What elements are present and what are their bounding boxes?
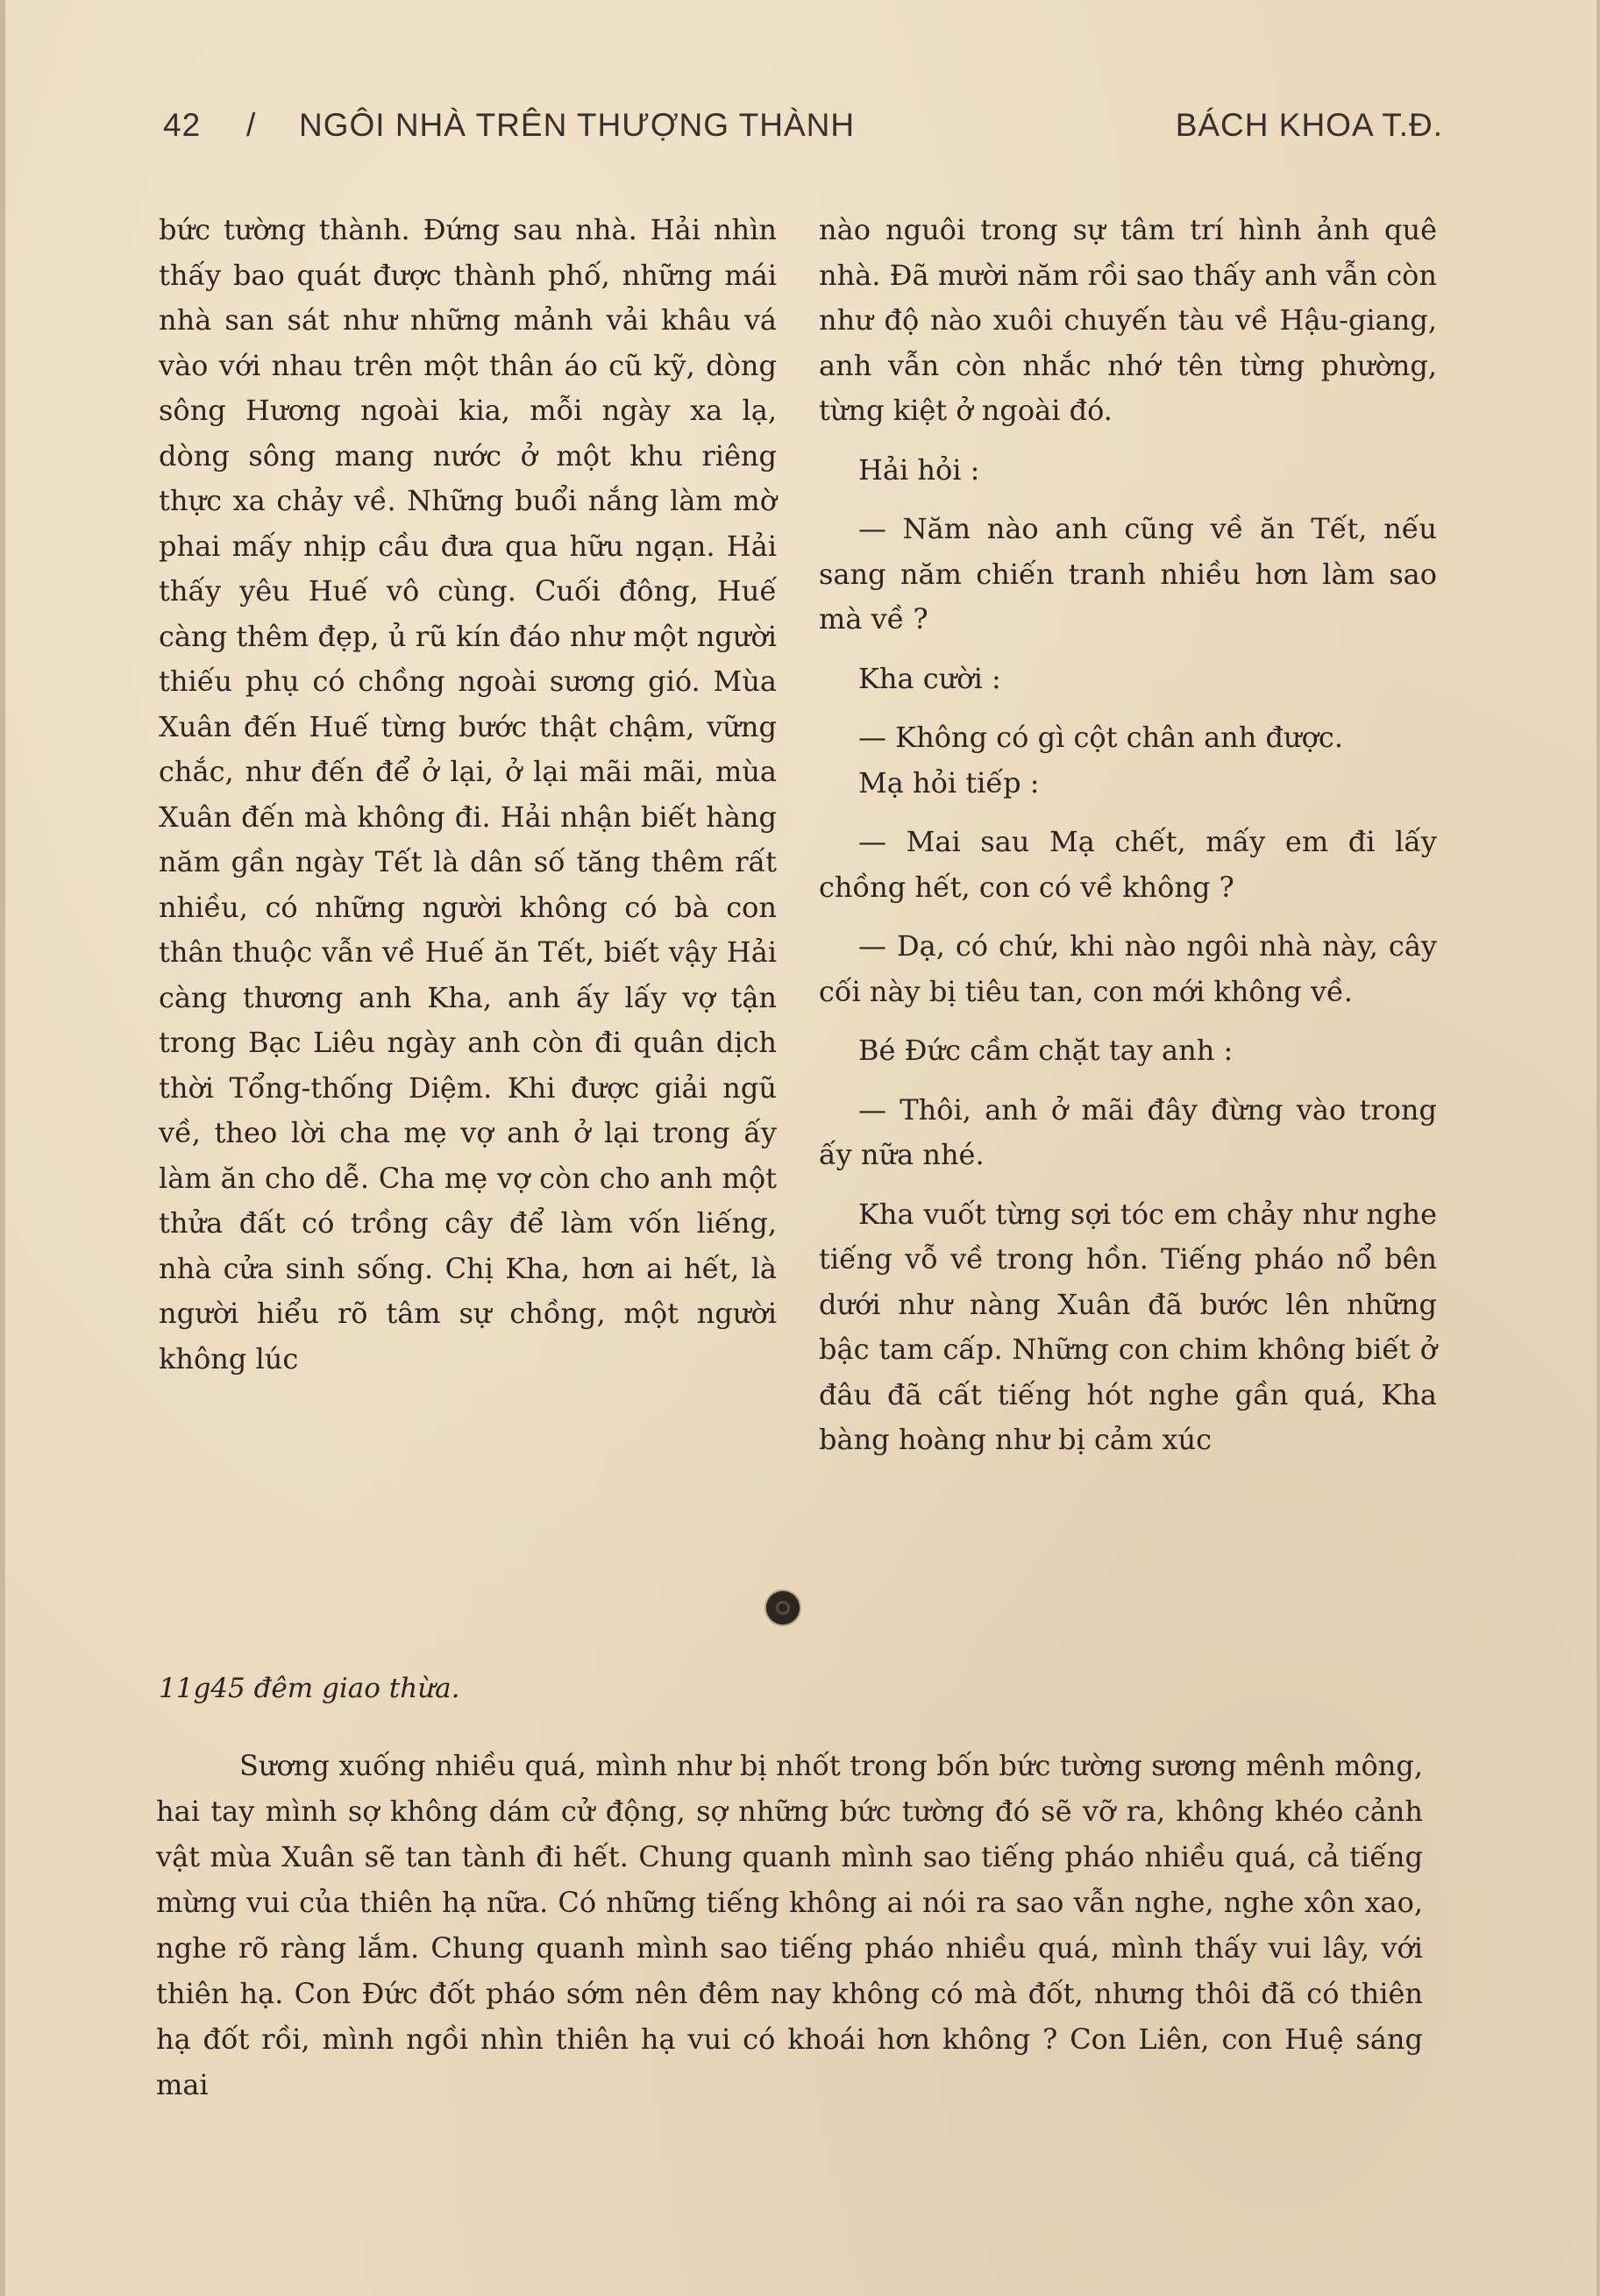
header-separator: / <box>246 107 257 143</box>
dialogue-ma-asks: Mạ hỏi tiếp : <box>858 765 1040 800</box>
article-title: NGÔI NHÀ TRÊN THƯỢNG THÀNH <box>299 107 856 143</box>
dialogue-line: — Không có gì cột chân anh được. <box>858 721 1343 754</box>
right-column <box>819 208 1437 1463</box>
page-header <box>163 107 1443 151</box>
dialogue-kha-laughs: Kha cười : <box>858 661 1001 695</box>
diary-paragraph: Sương xuống nhiều quá, mình như bị nhốt trong bốn bức tường sương mênh mông, hai tay mình sợ không dám cử động, sợ những bức tường đó sẽ vỡ ra, không khéo cảnh vật mùa Xuân sẽ tan tành đi hết. Chung quanh mình sao tiếng pháo nhiều quá, cả tiếng mừng vui của thiên hạ nữa. Có những tiếng không ai nói ra sao vẫn nghe, nghe xôn xao, nghe rõ ràng lắm. Chung quanh mình sao tiếng pháo nhiều quá, mình thấy vui lây, với thiên hạ. Con Đức đốt pháo sớm nên đêm nay không có mà đốt, nhưng thôi đã có thiên hạ đốt rồi, mình ngồi nhìn thiên hạ vui có khoái hơn không ? Con Liên, con Huệ sáng mai <box>156 1749 1423 2101</box>
dialogue-line: — Mai sau Mạ chết, mấy em đi lấy chồng hết, con có về không ? <box>819 825 1437 904</box>
page-number: 42 <box>163 107 202 143</box>
right-paragraph-last: Kha vuốt từng sợi tóc em chảy như nghe tiếng vỗ về trong hồn. Tiếng pháo nổ bên dưới như nàng Xuân đã bước lên những bậc tam cấp. Những con chim không biết ở đâu đã cất tiếng hót nghe gần quá, Kha bàng hoàng như bị cảm xúc <box>819 1197 1437 1456</box>
left-column-paragraph: bức tường thành. Đứng sau nhà. Hải nhìn thấy bao quát được thành phố, những mái nhà san sát như những mảnh vải khâu vá vào với nhau trên một thân áo cũ kỹ, dòng sông Hương ngoài kia, mỗi ngày xa lạ, dòng sông mang nước ở một khu riêng thực xa chảy về. Những buổi nắng làm mờ phai mấy nhịp cầu đưa qua hữu ngạn. Hải thấy yêu Huế vô cùng. Cuối đông, Huế càng thêm đẹp, ủ rũ kín đáo như một người thiếu phụ có chồng ngoài sương gió. Mùa Xuân đến Huế từng bước thật chậm, vững chắc, như đến để ở lại, ở lại mãi mãi, mùa Xuân đến mà không đi. Hải nhận biết hàng năm gần ngày Tết là dân số tăng thêm rất nhiều, có những người không có bà con thân thuộc vẫn về Huế ăn Tết, biết vậy Hải càng thương anh Kha, anh ấy lấy vợ tận trong Bạc Liêu ngày anh còn đi quân dịch thời Tổng-thống Diệm. Khi được giải ngũ về, theo lời cha mẹ vợ anh ở lại trong ấy làm ăn cho dễ. Cha mẹ vợ còn cho anh một thửa đất có trồng cây để làm vốn liếng, nhà cửa sinh sống. Chị Kha, hơn ai hết, là người hiểu rõ tâm sự chồng, một người không lúc <box>159 213 777 1375</box>
magazine-page <box>5 0 1596 2296</box>
diary-date-line: 11g45 đêm giao thừa. <box>159 1673 460 1704</box>
dialogue-hai-asks: Hải hỏi : <box>858 452 980 487</box>
dialogue-line: — Thôi, anh ở mãi đây đừng vào trong ấy nữa nhé. <box>819 1092 1437 1171</box>
dialogue-line: — Năm nào anh cũng về ăn Tết, nếu sang năm chiến tranh nhiều hơn làm sao mà về ? <box>819 512 1437 636</box>
diary-body <box>156 1743 1423 2108</box>
section-ornament-icon <box>766 1591 800 1624</box>
dialogue-line: — Dạ, có chứ, khi nào ngôi nhà này, cây cối này bị tiêu tan, con mới không về. <box>819 929 1437 1008</box>
journal-name: BÁCH KHOA T.Đ. <box>1175 107 1443 143</box>
left-column <box>159 208 777 1382</box>
dialogue-duc-holds: Bé Đức cầm chặt tay anh : <box>858 1034 1234 1067</box>
right-paragraph-1: nào nguôi trong sự tâm trí hình ảnh quê nhà. Đã mười năm rồi sao thấy anh vẫn còn như độ nào xuôi chuyến tàu về Hậu-giang, anh vẫn còn nhắc nhớ tên từng phường, từng kiệt ở ngoài đó. <box>819 213 1437 427</box>
